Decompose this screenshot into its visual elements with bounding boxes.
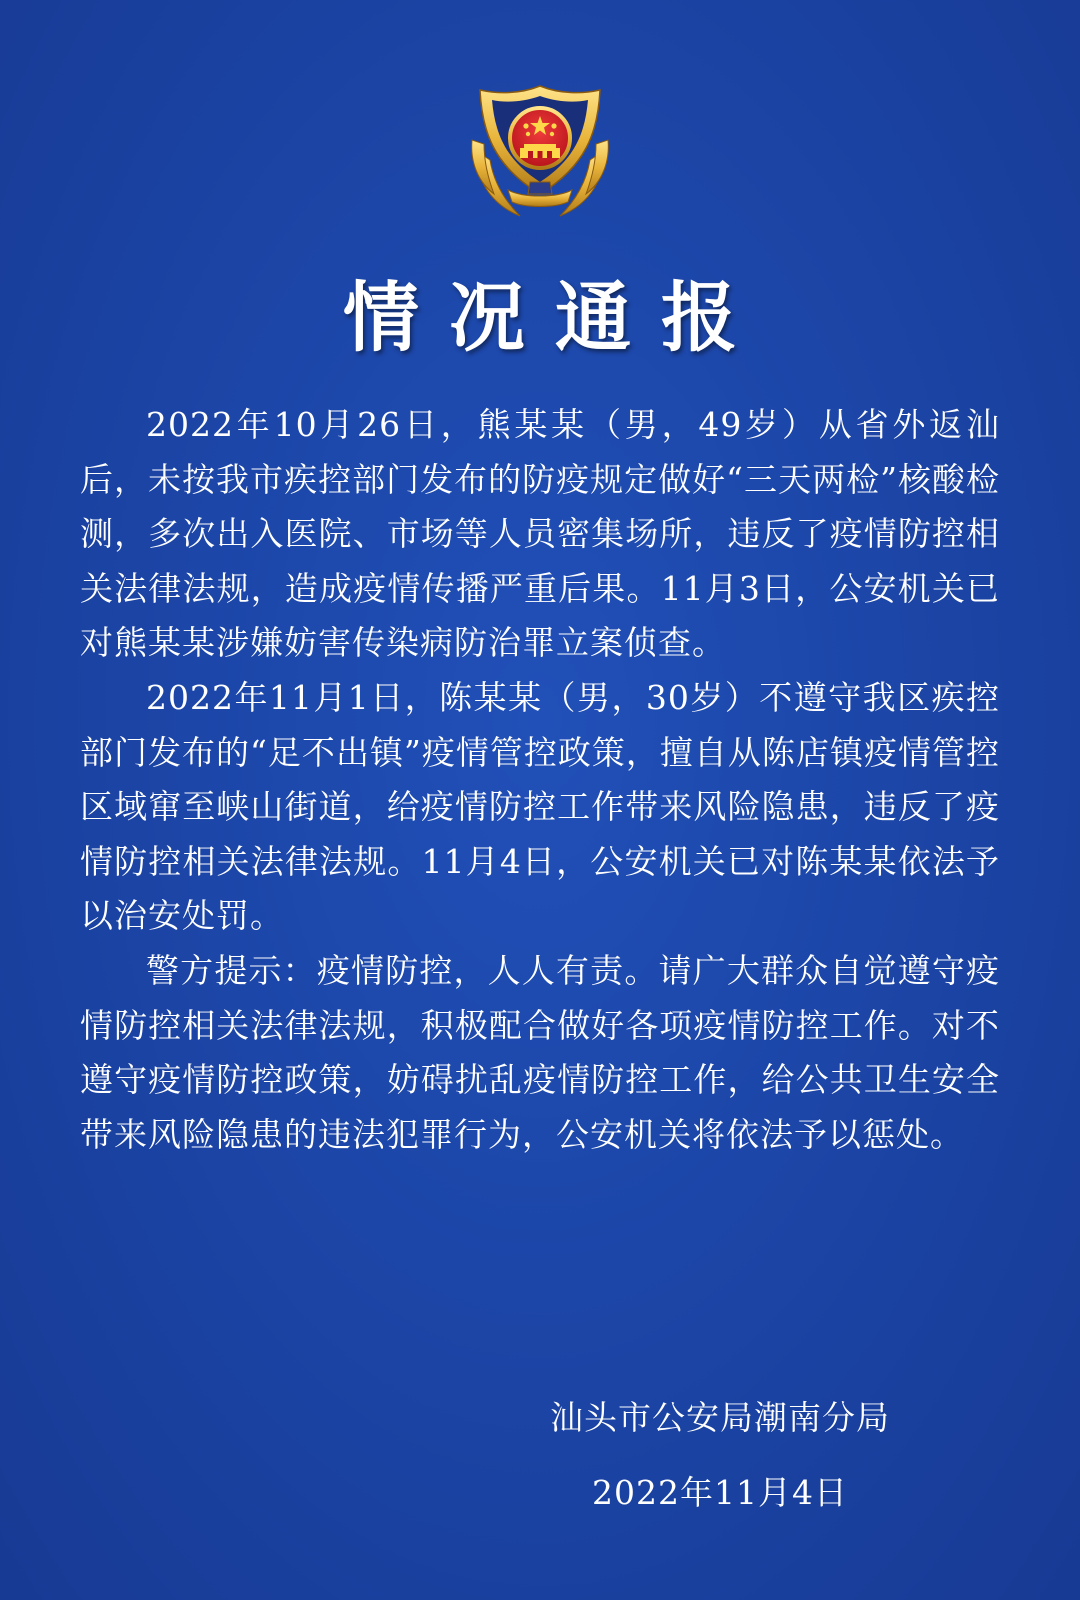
police-emblem-icon — [468, 82, 612, 224]
issuer-name: 汕头市公安局潮南分局 — [550, 1398, 890, 1437]
issue-date: 2022年11月4日 — [592, 1473, 848, 1512]
notice-body — [80, 398, 1000, 1162]
paragraph-case-1: 2022年10月26日，熊某某（男，49岁）从省外返汕后，未按我市疾控部门发布的防疫规定做好“三天两检”核酸检测，多次出入医院、市场等人员密集场所，违反了疫情防控相关法律法规，造成疫情传播严重后果。11月3日，公安机关已对熊某某涉嫌妨害传染病防治罪立案侦查。 — [80, 405, 1000, 663]
signature-block — [540, 1398, 900, 1513]
paragraph-police-reminder: 警方提示：疫情防控，人人有责。请广大群众自觉遵守疫情防控相关法律法规，积极配合做好各项疫情防控工作。对不遵守疫情防控政策，妨碍扰乱疫情防控工作，给公共卫生安全带来风险隐患的违法犯罪行为，公安机关将依法予以惩处。 — [80, 950, 1000, 1154]
paragraph-case-2: 2022年11月1日，陈某某（男，30岁）不遵守我区疾控部门发布的“足不出镇”疫情管控政策，擅自从陈店镇疫情管控区域窜至峡山街道，给疫情防控工作带来风险隐患，违反了疫情防控相关法律法规。11月4日，公安机关已对陈某某依法予以治安处罚。 — [80, 677, 1000, 936]
page-title: 情况通报 — [343, 273, 767, 362]
